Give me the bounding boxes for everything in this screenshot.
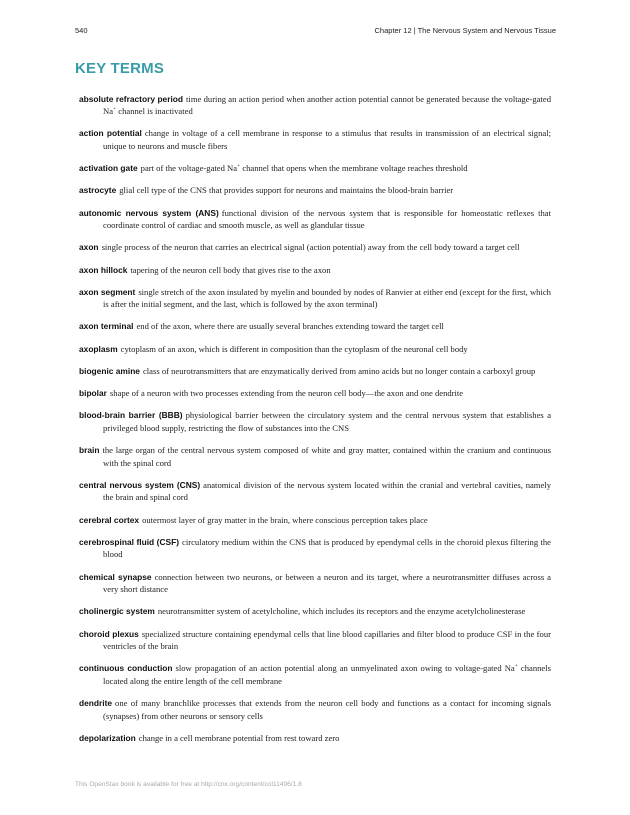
term-definition: connection between two neurons, or between a neuron and its target, where a neurotransmitter diffuses across a very short distance [103, 571, 551, 595]
superscript: + [514, 663, 518, 670]
page-number: 540 [75, 26, 88, 35]
term-name: chemical synapse [79, 571, 152, 582]
page-footer: This OpenStax book is available for free at http://cnx.org/content/col11496/1.8 [75, 781, 302, 788]
term-name: depolarization [79, 732, 136, 743]
term-definition-continued: channels located along the entire length of the cell membrane [103, 663, 551, 686]
term-definition: specialized structure containing ependymal cells that line blood capillaries and filter blood to produce CSF in the four ventricles of the brain [103, 628, 551, 652]
term-definition: shape of a neuron with two processes extending from the neuron cell body—the axon and one dendrite [109, 388, 464, 399]
term-name: axon [79, 242, 99, 253]
term-definition: single process of the neuron that carries an electrical signal (action potential) away from the cell body toward a target cell [101, 242, 520, 253]
glossary-entry [79, 207, 551, 232]
term-name: dendrite [79, 698, 113, 709]
term-name: absolute refractory period [79, 93, 184, 104]
term-definition: glial cell type of the CNS that provides support for neurons and maintains the blood-brain barrier [119, 185, 454, 196]
glossary-entry [79, 536, 551, 561]
term-definition: change in voltage of a cell membrane in response to a stimulus that results in transmission of an electrical signal; unique to neurons and muscle fibers [103, 128, 551, 151]
glossary-entry [79, 365, 551, 378]
glossary-entry [79, 320, 551, 333]
term-name: cerebral cortex [79, 514, 140, 525]
term-definition: neurotransmitter system of acetylcholine, which includes its receptors and the enzyme acetylcholinesterase [157, 606, 526, 617]
term-name: axon segment [79, 286, 136, 297]
term-definition: physiological barrier between the circulatory system and the central nervous system that establishes a privileged blood supply, restricting the flow of substances into the CNS [103, 410, 552, 433]
glossary-entry [79, 343, 551, 356]
glossary-entry [79, 605, 551, 618]
term-name: autonomic nervous system (ANS) [79, 207, 219, 218]
glossary-entry [79, 662, 551, 687]
glossary-entry [79, 444, 551, 469]
glossary-entry [79, 571, 551, 596]
term-name: cerebrospinal fluid (CSF) [79, 536, 179, 547]
term-definition: part of the voltage-gated Na [140, 163, 238, 174]
glossary-entry [79, 732, 551, 745]
term-name: central nervous system (CNS) [79, 479, 201, 490]
term-name: axon terminal [79, 321, 134, 332]
glossary-entry [79, 628, 551, 653]
glossary-entry [79, 286, 551, 311]
glossary-entry [79, 387, 551, 400]
term-name: brain [79, 445, 100, 455]
glossary-entry [79, 93, 551, 118]
term-name: axoplasm [79, 343, 118, 354]
key-terms-list [79, 84, 551, 754]
superscript: + [113, 106, 117, 113]
term-definition: tapering of the neuron cell body that gives rise to the axon [130, 264, 331, 275]
term-definition: slow propagation of an action potential along an unmyelinated axon owing to voltage-gated Na [175, 663, 515, 674]
term-name: blood-brain barrier (BBB) [79, 410, 183, 421]
glossary-entry [79, 241, 551, 254]
glossary-entry [79, 162, 551, 175]
term-name: cholinergic system [79, 606, 155, 617]
term-definition: circulatory medium within the CNS that is produced by ependymal cells in the choroid plexus filtering the blood [103, 536, 551, 560]
term-name: action potential [79, 128, 142, 139]
term-name: bipolar [79, 388, 107, 399]
term-definition: change in a cell membrane potential from rest toward zero [138, 732, 340, 743]
term-definition: one of many branchlike processes that extends from the neuron cell body and functions as a contact for incoming signals (synapses) from other neurons or sensory cells [103, 698, 551, 721]
term-name: axon hillock [79, 264, 128, 275]
term-definition-continued: channel that opens when the membrane voltage reaches threshold [240, 163, 468, 174]
glossary-entry [79, 184, 551, 197]
term-name: activation gate [79, 163, 138, 174]
superscript: + [237, 163, 241, 170]
glossary-entry [79, 697, 551, 722]
term-definition: functional division of the nervous system that is responsible for homeostatic reflexes that coordinate control of cardiac and smooth muscle, as well as glandular tissue [103, 207, 551, 231]
term-definition: outermost layer of gray matter in the brain, where conscious perception takes place [142, 514, 428, 525]
term-definition: time during an action period when another action potential cannot be generated because the voltage-gated Na [103, 93, 551, 117]
chapter-title: Chapter 12 | The Nervous System and Nervous Tissue [374, 26, 556, 35]
glossary-entry [79, 264, 551, 277]
term-definition: the large organ of the central nervous system composed of white and gray matter, contained within the cranium and continuous with the spinal cord [102, 445, 551, 468]
term-definition: end of the axon, where there are usually several branches extending toward the target cell [136, 321, 444, 332]
term-name: continuous conduction [79, 663, 173, 674]
glossary-entry [79, 514, 551, 527]
term-definition: anatomical division of the nervous system located within the cranial and vertebral cavities, namely the brain and spinal cord [103, 479, 551, 503]
term-name: astrocyte [79, 185, 117, 196]
glossary-entry [79, 479, 551, 504]
term-definition: single stretch of the axon insulated by myelin and bounded by nodes of Ranvier at either end (except for the first, which is after the initial segment, and the last, which is followed by the axon terminal) [103, 286, 551, 310]
term-name: choroid plexus [79, 628, 139, 639]
section-title: KEY TERMS [75, 60, 165, 77]
term-definition: cytoplasm of an axon, which is different in composition than the cytoplasm of the neuronal cell body [120, 343, 468, 354]
term-definition-continued: channel is inactivated [116, 106, 193, 117]
glossary-entry [79, 127, 551, 152]
term-definition: class of neurotransmitters that are enzymatically derived from amino acids but no longer contain a carboxyl group [142, 365, 536, 376]
term-name: biogenic amine [79, 365, 140, 376]
glossary-entry [79, 409, 551, 434]
